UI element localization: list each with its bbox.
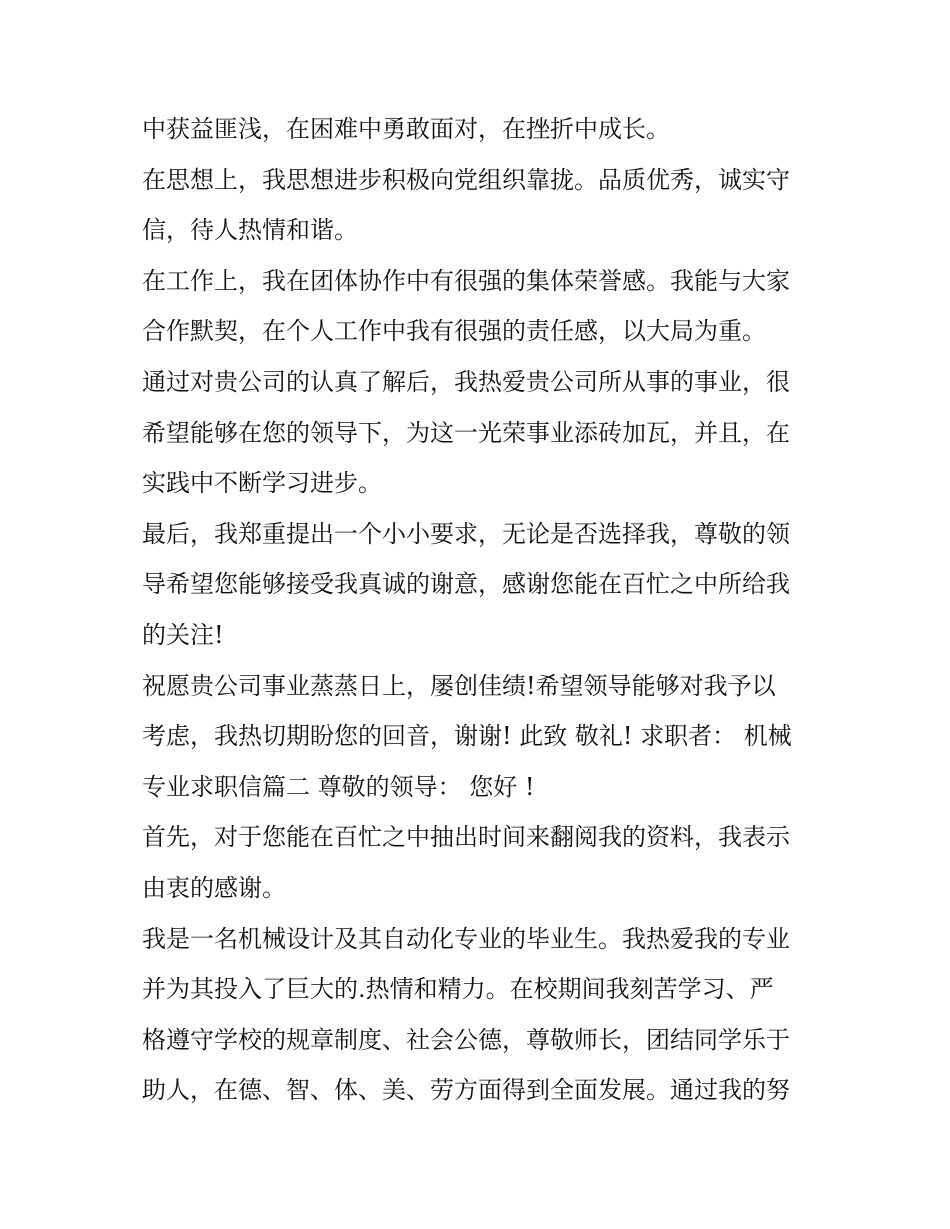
text-line: 在工作上，我在团体协作中有很强的集体荣誉感。我能与大家 [142,266,790,295]
text-line: 首先，对于您能在百忙之中抽出时间来翻阅我的资料，我表示 [142,823,790,852]
text-line: 的关注! [142,620,224,649]
text-line: 在思想上，我思想进步积极向党组织靠拢。品质优秀，诚实守 [142,165,790,194]
text-line: 祝愿贵公司事业蒸蒸日上，屡创佳绩!希望领导能够对我予以 [142,671,776,700]
text-line: 合作默契，在个人工作中我有很强的责任感，以大局为重。 [142,317,766,346]
text-line: 由衷的感谢。 [142,873,286,902]
text-line: 考虑，我热切期盼您的回音，谢谢! 此致 敬礼! 求职者： 机械 [142,722,792,751]
text-line: 我是一名机械设计及其自动化专业的毕业生。我热爱我的专业 [142,924,790,953]
text-line: 专业求职信篇二 尊敬的领导： 您好 ! [142,772,535,801]
text-line: 导希望您能够接受我真诚的谢意，感谢您能在百忙之中所给我 [142,570,790,599]
text-line: 最后，我郑重提出一个小小要求，无论是否选择我，尊敬的领 [142,519,790,548]
text-line: 并为其投入了巨大的.热情和精力。在校期间我刻苦学习、严 [142,975,774,1004]
text-line: 中获益匪浅，在困难中勇敢面对，在挫折中成长。 [142,115,670,143]
text-line: 格遵守学校的规章制度、社会公德，尊敬师长，团结同学乐于 [142,1025,790,1054]
text-line: 通过对贵公司的认真了解后，我热爱贵公司所从事的事业，很 [142,367,790,396]
text-line: 实践中不断学习进步。 [142,469,382,498]
letter-body [142,104,822,1116]
text-line: 助人，在德、智、体、美、劳方面得到全面发展。通过我的努 [142,1076,790,1105]
text-line: 希望能够在您的领导下，为这一光荣事业添砖加瓦，并且，在 [142,418,790,447]
text-line: 信，待人热情和谐。 [142,216,358,245]
